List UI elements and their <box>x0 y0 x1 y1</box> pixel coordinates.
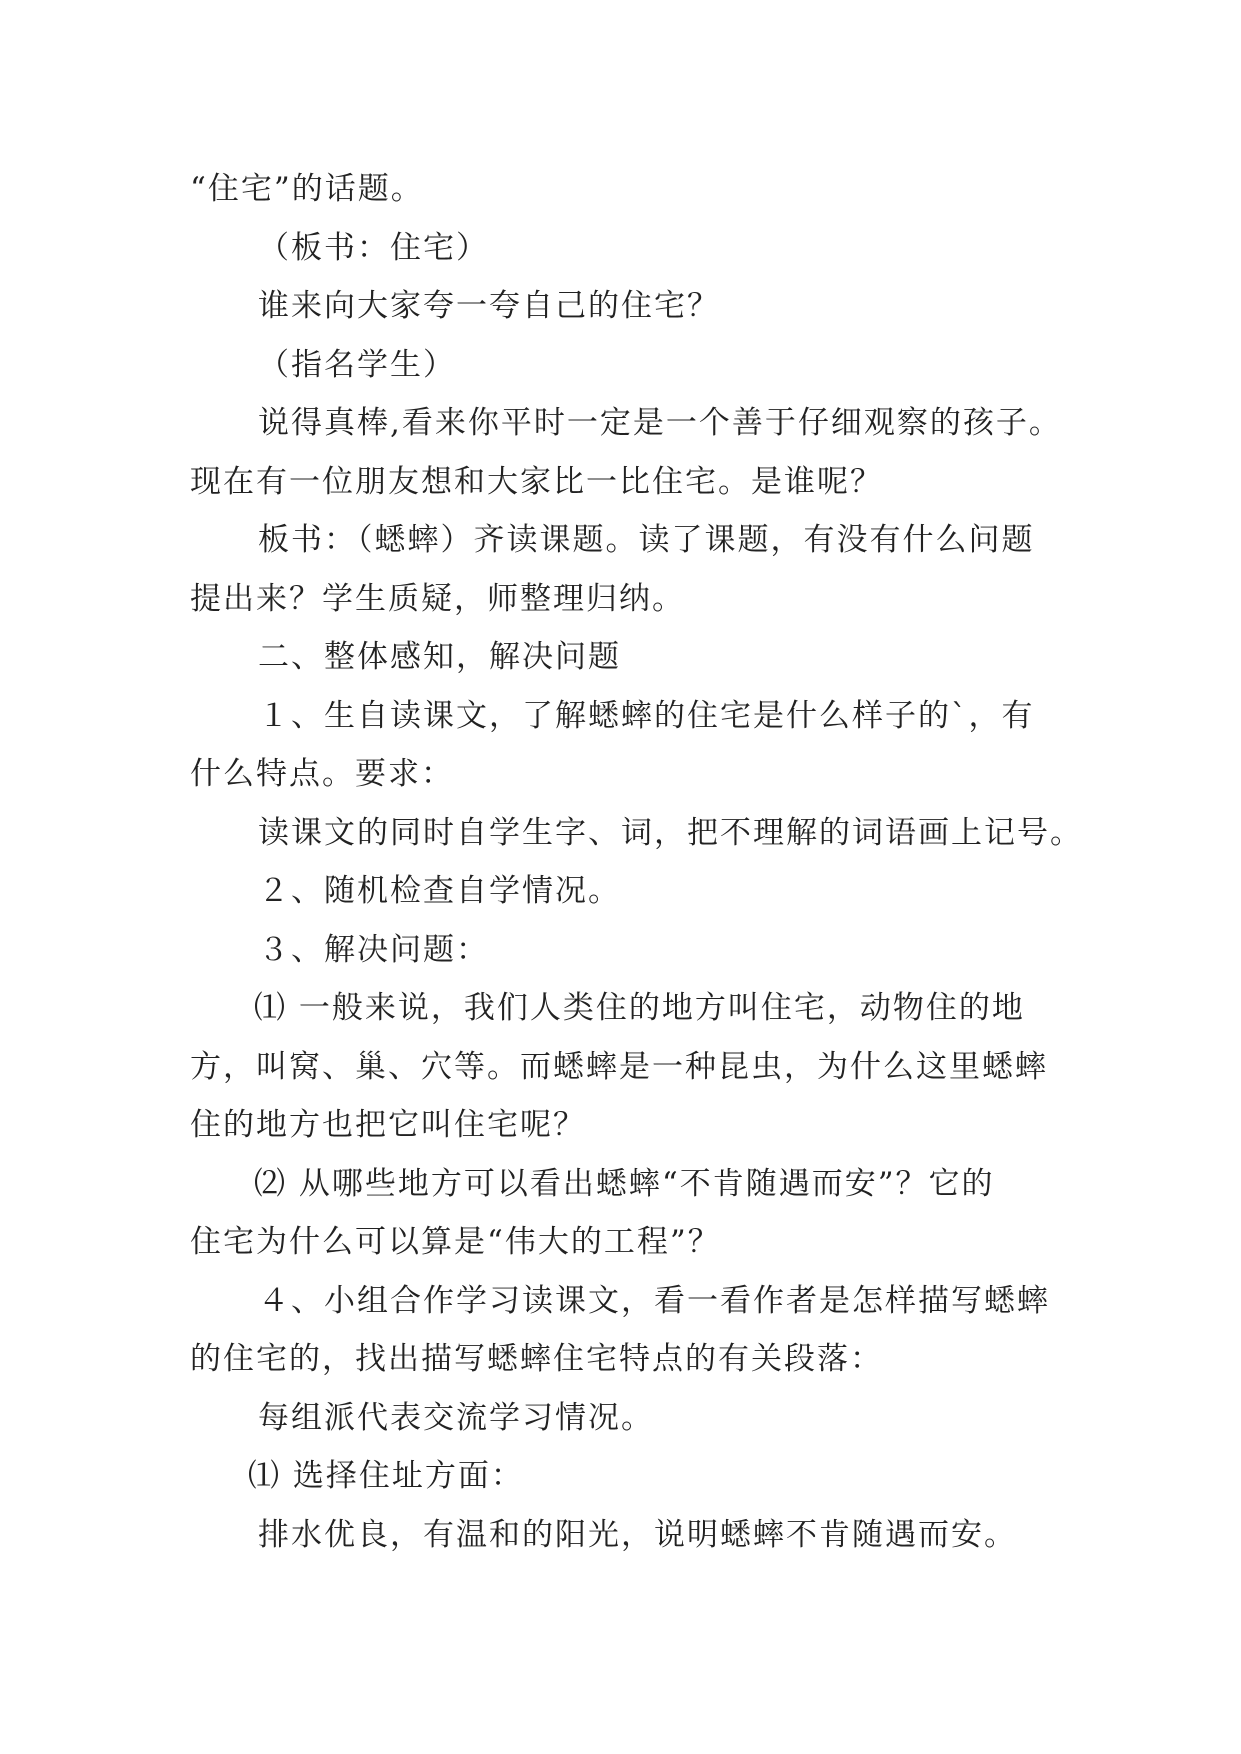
text-line: 住的地方也把它叫住宅呢？ <box>190 1107 586 1143</box>
document-body <box>190 160 1083 1564</box>
text-line: ３、解决问题： <box>258 931 489 968</box>
text-line: 排水优良，有温和的阳光，说明蟋蟀不肯随遇而安。 <box>258 1516 1017 1553</box>
text-line: 二、整体感知，解决问题 <box>258 639 621 675</box>
text-line: 的住宅的，找出描写蟋蟀住宅特点的有关段落： <box>190 1341 883 1377</box>
text-line: 每组派代表交流学习情况。 <box>258 1399 654 1436</box>
text-line: 住宅为什么可以算是“伟大的工程”？ <box>190 1224 721 1260</box>
text-line: ⑵ 从哪些地方可以看出蟋蟀“不肯随遇而安”？它的 <box>254 1165 995 1202</box>
text-line: （板书：住宅） <box>258 229 489 266</box>
text-line: 读课文的同时自学生字、词，把不理解的词语画上记号。 <box>258 814 1083 851</box>
text-line: 板书：（蟋蟀）齐读课题。读了课题，有没有什么问题 <box>258 522 1035 558</box>
text-line: 说得真棒,看来你平时一定是一个善于仔细观察的孩子。 <box>258 405 1062 441</box>
text-line: 现在有一位朋友想和大家比一比住宅。是谁呢？ <box>190 463 883 500</box>
text-line: 什么特点。要求： <box>190 756 454 792</box>
text-line: ⑴ 选择住址方面： <box>248 1458 524 1494</box>
text-line: （指名学生） <box>258 346 456 383</box>
text-line: “住宅”的话题。 <box>190 171 424 207</box>
text-line: ２、随机检查自学情况。 <box>258 873 621 909</box>
text-line: 谁来向大家夸一夸自己的住宅？ <box>258 288 720 324</box>
text-line: 方，叫窝、巢、穴等。而蟋蟀是一种昆虫，为什么这里蟋蟀 <box>190 1048 1048 1085</box>
text-line: 提出来？学生质疑，师整理归纳。 <box>190 580 685 617</box>
text-line: １、生自读课文，了解蟋蟀的住宅是什么样子的`，有 <box>258 697 1035 734</box>
text-line: ⑴ 一般来说，我们人类住的地方叫住宅，动物住的地 <box>254 990 1025 1026</box>
text-line: ４、小组合作学习读课文，看一看作者是怎样描写蟋蟀 <box>258 1282 1050 1319</box>
